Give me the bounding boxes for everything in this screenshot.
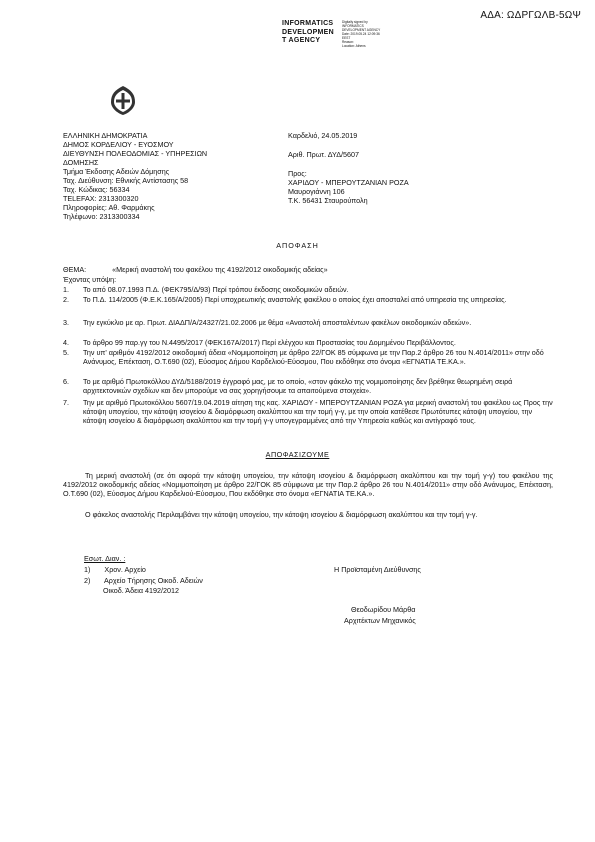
distribution-title: Εσωτ. Διαν. : bbox=[84, 554, 126, 563]
signature-detail-line: EEST bbox=[342, 36, 351, 40]
distribution-number: 1) bbox=[84, 565, 91, 574]
signature-detail-line: Date: 2019.05.24 12:09:36 bbox=[342, 32, 380, 36]
recipient-name: ΧΑΡΙΔΟΥ - ΜΠΕΡΟΥΤΖΑΝΙΑΝ ΡΟΖΑ bbox=[288, 178, 409, 187]
distribution-text: Αρχείο Τήρησης Οικοδ. Αδειών bbox=[104, 576, 203, 585]
address: Ταχ. Διεύθυνση: Εθνικής Αντίστασης 58 bbox=[63, 176, 189, 185]
logo-line: DEVELOPMEN bbox=[282, 28, 335, 36]
decision-title: ΑΠΟΦΑΣΗ bbox=[276, 241, 319, 250]
signature-detail-line: Digitally signed by bbox=[342, 20, 368, 24]
item-text: Το άρθρο 99 παρ.γγ του Ν.4495/2017 (ΦΕΚ167Α/2017) Περί ελέγχου και Προστασίας του Δομημένου Περιβάλλοντος. bbox=[83, 338, 456, 347]
decision-paragraph: Τη μερική αναστολή (σε ότι αφορά την κάτοψη υπογείου, την κάτοψη ισογείου & διαμόρφωση ακαλύπτου και την τομή γ-γ) του φακέλου της 4192/2012 οικοδομικής αδείας «Νομιμοποίηση με άρθρο 22/ΓΟΚ 85 σύμφωνα με την Παρ.2 άρθρο 26 του Ν.4014/2011» στην οδό Ανάνυμος, Επέκταση, Ο.Τ.690 (02), Εύοσμος Δήμου Καρδελιού-Εύοσμου, Που εκδόθηκε στο όνομα «ΕΓΝΑΤΙΑ ΤΕ.ΚΑ.». bbox=[63, 471, 553, 498]
item-number: 4. bbox=[63, 338, 69, 347]
postal-code: Ταχ. Κώδικας: 56334 bbox=[63, 185, 130, 194]
decide-title: ΑΠΟΦΑΣΙΖΟΥΜΕ bbox=[265, 450, 330, 459]
directorate: ΔΙΕΥΘΥΝΣΗ ΠΟΛΕΟΔΟΜΙΑΣ - ΥΠΗΡΕΣΙΩΝ bbox=[63, 149, 208, 158]
item-text: Την εγκύκλιο με αρ. Πρωτ. ΔΙΑΔΠ/Α/24327/21.02.2006 με θέμα «Αναστολή αποσταλέντων φακέλων οικοδομικών αδειών». bbox=[83, 318, 472, 327]
item-number: 3. bbox=[63, 318, 69, 327]
phone: Τηλέφωνο: 2313300334 bbox=[63, 212, 140, 221]
signature-detail-line: INFORMATICS bbox=[342, 24, 364, 28]
signature-role: Η Προϊσταμένη Διεύθυνσης bbox=[334, 565, 421, 574]
department: Τμήμα Έκδοσης Αδειών Δόμησης bbox=[63, 167, 170, 176]
telefax: TELEFAX: 2313300320 bbox=[63, 194, 139, 203]
subject-line bbox=[63, 265, 553, 274]
logo-line: T AGENCY bbox=[282, 37, 321, 44]
item-number: 2. bbox=[63, 295, 69, 304]
republic: ΕΛΛΗΝΙΚΗ ΔΗΜΟΚΡΑΤΙΑ bbox=[63, 131, 148, 140]
municipality: ΔΗΜΟΣ ΚΟΡΔΕΛΙΟΥ - ΕΥΟΣΜΟΥ bbox=[63, 140, 174, 149]
distribution-item bbox=[84, 576, 203, 585]
distribution-number: 2) bbox=[84, 576, 91, 585]
info-contact: Πληροφορίες: Αθ. Φαρμάκης bbox=[63, 203, 155, 212]
item-number: 1. bbox=[63, 285, 69, 294]
having-regard: Έχοντας υπόψη: bbox=[63, 275, 117, 284]
recipient-street: Μαυρογιάννη 106 bbox=[288, 187, 345, 196]
distribution-extra: Οικοδ. Άδεια 4192/2012 bbox=[103, 586, 180, 595]
subject-label: ΘΕΜΑ: bbox=[63, 265, 87, 274]
directorate-cont: ΔΟΜΗΣΗΣ bbox=[63, 158, 99, 167]
recipient-block bbox=[288, 131, 488, 205]
subject-text: «Μερική αναστολή του φακέλου της 4192/2012 οικοδομικής αδείας» bbox=[112, 265, 328, 274]
protocol-number: Αριθ. Πρωτ. ΔΥΔ/5607 bbox=[288, 150, 360, 159]
signature-title: Αρχιτέκτων Μηχανικός bbox=[344, 616, 416, 625]
decision-paragraph: Ο φάκελος αναστολής Περιλαμβάνει την κάτοψη υπογείου, την κάτοψη ισογείου & διαμόρφωση ακαλύπτου και την τομή γ-γ. bbox=[85, 510, 478, 519]
logo-line: INFORMATICS bbox=[282, 20, 334, 27]
signature-detail-line: Location: Athens bbox=[342, 44, 366, 48]
item-text: Την υπ' αριθμόν 4192/2012 οικοδομική άδεια «Νομιμοποίηση με άρθρο 22/ΓΟΚ 85 σύμφωνα με την Παρ.2 άρθρο 26 του Ν.4014/2011» στην οδό Ανάνυμος, Επέκταση, Ο.Τ.690 (02), Εύοσμος Δήμου Καρδελιού-Εύοσμου, Που εκδόθηκε στο όνομα «ΕΓΝΑΤΙΑ ΤΕ.ΚΑ.». bbox=[83, 348, 544, 366]
distribution-text: Χρον. Αρχείο bbox=[104, 565, 146, 574]
signature-name: Θεοδωρίδου Μάρθα bbox=[351, 605, 416, 614]
item-text: Το από 08.07.1993 Π.Δ. (ΦΕΚ795/Δ/93) Περί τρόπου έκδοσης οικοδομικών αδειών. bbox=[83, 285, 349, 294]
signature-detail-line: Reason: bbox=[342, 40, 354, 44]
item-number: 5. bbox=[63, 348, 69, 357]
item-number: 7. bbox=[63, 398, 69, 407]
item-text: Την με αριθμό Πρωτοκόλλου 5607/19.04.2019 αίτηση της κας. ΧΑΡΙΔΟΥ - ΜΠΕΡΟΥΤΖΑΝΙΑΝ ΡΟΖΑ για μερική αναστολή του φακέλου ως Προς την κάτοψη υπογείου, την κάτοψη ισογείου & διαμόρφωση ακαλύπτου και την τομή γ-γ, με την οποία κατέθεσε Πρωτότυπες κάτοψη υπογείου, την κάτοψη ισογείου & διαμόρφωση ακαλύπτου και την τομή γ-γ υπογεγραμμένες από την Υπηρεσία καθώς και αντίγραφό τους. bbox=[83, 398, 553, 425]
item-number: 6. bbox=[63, 377, 69, 386]
item-text: Το Π.Δ. 114/2005 (Φ.Ε.Κ.165/Α/2005) Περί υποχρεωτικής αναστολής φακέλου ο οποίος έχει αποσταλεί από υπηρεσία της υπηρεσίας. bbox=[83, 295, 507, 304]
recipient-city: Τ.Κ. 56431 Σταυρούπολη bbox=[288, 196, 368, 205]
signature-details bbox=[342, 20, 402, 48]
greek-emblem-icon bbox=[107, 84, 139, 116]
signature-detail-line: DEVELOPMENT AGENCY bbox=[342, 28, 381, 32]
item-text: Το με αριθμό Πρωτοκόλλου ΔΥΔ/5188/2019 έγγραφό μας, με το οποίο, «στον φάκελο της νομιμοποίησης δεν βρέθηκε θεωρημένη σειρά αρχιτεκτονικών σχεδίων και δεν μπορούμε να σας χορηγήσουμε τα απαιτούμενα στοιχεία». bbox=[83, 377, 513, 395]
document-date: Καρδελιό, 24.05.2019 bbox=[288, 131, 358, 140]
sender-block bbox=[63, 131, 293, 221]
to-label: Προς: bbox=[288, 169, 307, 178]
digital-signature-stamp bbox=[282, 20, 402, 46]
distribution-item bbox=[84, 565, 146, 574]
ada-code: ΑΔΑ: ΩΔΡΓΩΛΒ-5ΩΨ bbox=[480, 10, 581, 21]
